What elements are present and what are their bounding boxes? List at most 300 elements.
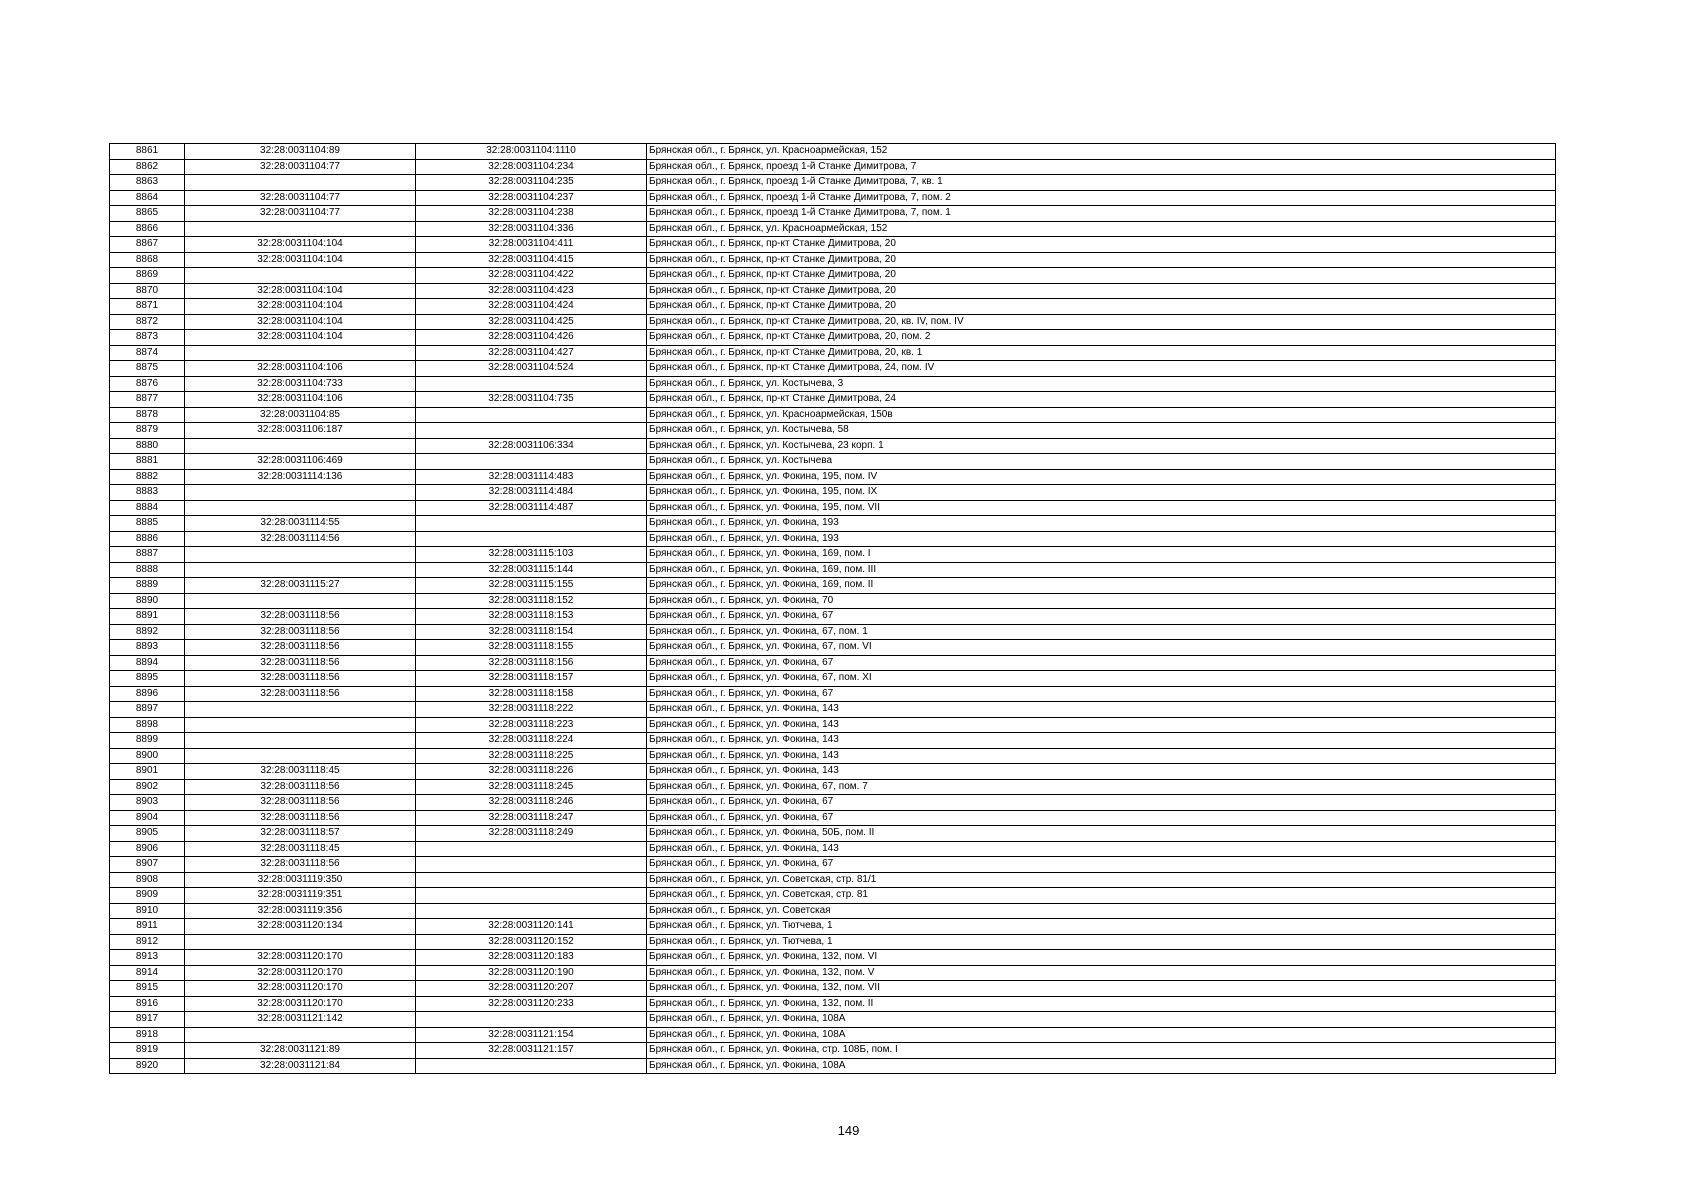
address-cell: Брянская обл., г. Брянск, пр-кт Станке Димитрова, 24: [647, 392, 1556, 408]
parent-cadastral-number-cell: 32:28:0031121:89: [185, 1043, 416, 1059]
address-cell: Брянская обл., г. Брянск, ул. Фокина, 67: [647, 795, 1556, 811]
parent-cadastral-number-cell: 32:28:0031115:27: [185, 578, 416, 594]
row-number-cell: 8900: [110, 748, 185, 764]
cadastral-number-cell: 32:28:0031118:224: [416, 733, 647, 749]
cadastral-number-cell: 32:28:0031104:415: [416, 252, 647, 268]
row-number-cell: 8861: [110, 144, 185, 160]
row-number-cell: 8898: [110, 717, 185, 733]
address-cell: Брянская обл., г. Брянск, ул. Фокина, 67, пом. VI: [647, 640, 1556, 656]
cadastral-number-cell: 32:28:0031104:235: [416, 175, 647, 191]
table-row: [110, 888, 1556, 904]
table-row: [110, 1058, 1556, 1074]
cadastral-number-cell: 32:28:0031120:207: [416, 981, 647, 997]
address-cell: Брянская обл., г. Брянск, ул. Фокина, 193: [647, 531, 1556, 547]
table-row: [110, 717, 1556, 733]
cadastral-number-cell: [416, 516, 647, 532]
cadastral-number-cell: 32:28:0031104:735: [416, 392, 647, 408]
table-row: [110, 965, 1556, 981]
address-cell: Брянская обл., г. Брянск, ул. Красноармейская, 152: [647, 144, 1556, 160]
cadastral-number-cell: 32:28:0031120:183: [416, 950, 647, 966]
table-row: [110, 919, 1556, 935]
cadastral-number-cell: 32:28:0031120:141: [416, 919, 647, 935]
address-cell: Брянская обл., г. Брянск, ул. Фокина, 143: [647, 748, 1556, 764]
cadastral-number-cell: 32:28:0031118:152: [416, 593, 647, 609]
parent-cadastral-number-cell: 32:28:0031118:45: [185, 841, 416, 857]
cadastral-number-cell: [416, 407, 647, 423]
table-row: [110, 392, 1556, 408]
address-cell: Брянская обл., г. Брянск, ул. Красноармейская, 150в: [647, 407, 1556, 423]
parent-cadastral-number-cell: 32:28:0031104:104: [185, 283, 416, 299]
table-row: [110, 159, 1556, 175]
address-cell: Брянская обл., г. Брянск, ул. Фокина, 143: [647, 764, 1556, 780]
row-number-cell: 8884: [110, 500, 185, 516]
table-row: [110, 996, 1556, 1012]
cadastral-number-cell: 32:28:0031104:336: [416, 221, 647, 237]
records-table: [109, 143, 1556, 1074]
cadastral-number-cell: 32:28:0031121:157: [416, 1043, 647, 1059]
cadastral-number-cell: 32:28:0031104:423: [416, 283, 647, 299]
address-cell: Брянская обл., г. Брянск, пр-кт Станке Димитрова, 20, кв. IV, пом. IV: [647, 314, 1556, 330]
table-row: [110, 330, 1556, 346]
address-cell: Брянская обл., г. Брянск, проезд 1-й Станке Димитрова, 7, пом. 1: [647, 206, 1556, 222]
parent-cadastral-number-cell: 32:28:0031118:56: [185, 779, 416, 795]
cadastral-number-cell: 32:28:0031118:245: [416, 779, 647, 795]
row-number-cell: 8920: [110, 1058, 185, 1074]
parent-cadastral-number-cell: 32:28:0031104:77: [185, 206, 416, 222]
parent-cadastral-number-cell: 32:28:0031118:56: [185, 810, 416, 826]
table-row: [110, 237, 1556, 253]
cadastral-number-cell: [416, 857, 647, 873]
parent-cadastral-number-cell: 32:28:0031104:106: [185, 361, 416, 377]
row-number-cell: 8892: [110, 624, 185, 640]
address-cell: Брянская обл., г. Брянск, ул. Фокина, 132, пом. VII: [647, 981, 1556, 997]
address-cell: Брянская обл., г. Брянск, ул. Фокина, 108А: [647, 1027, 1556, 1043]
cadastral-number-cell: 32:28:0031118:157: [416, 671, 647, 687]
cadastral-number-cell: 32:28:0031118:222: [416, 702, 647, 718]
parent-cadastral-number-cell: 32:28:0031114:56: [185, 531, 416, 547]
parent-cadastral-number-cell: 32:28:0031104:104: [185, 299, 416, 315]
row-number-cell: 8894: [110, 655, 185, 671]
address-cell: Брянская обл., г. Брянск, проезд 1-й Станке Димитрова, 7, кв. 1: [647, 175, 1556, 191]
row-number-cell: 8882: [110, 469, 185, 485]
parent-cadastral-number-cell: [185, 593, 416, 609]
cadastral-number-cell: 32:28:0031118:226: [416, 764, 647, 780]
row-number-cell: 8886: [110, 531, 185, 547]
table-row: [110, 640, 1556, 656]
address-cell: Брянская обл., г. Брянск, ул. Фокина, 50Б, пом. II: [647, 826, 1556, 842]
table-row: [110, 423, 1556, 439]
parent-cadastral-number-cell: 32:28:0031119:351: [185, 888, 416, 904]
table-row: [110, 702, 1556, 718]
address-cell: Брянская обл., г. Брянск, ул. Фокина, 132, пом. II: [647, 996, 1556, 1012]
table-row: [110, 283, 1556, 299]
address-cell: Брянская обл., г. Брянск, ул. Фокина, 67: [647, 686, 1556, 702]
parent-cadastral-number-cell: 32:28:0031104:733: [185, 376, 416, 392]
address-cell: Брянская обл., г. Брянск, ул. Фокина, 67: [647, 609, 1556, 625]
table-row: [110, 1043, 1556, 1059]
row-number-cell: 8872: [110, 314, 185, 330]
address-cell: Брянская обл., г. Брянск, ул. Фокина, 169, пом. II: [647, 578, 1556, 594]
row-number-cell: 8896: [110, 686, 185, 702]
parent-cadastral-number-cell: 32:28:0031120:170: [185, 950, 416, 966]
address-cell: Брянская обл., г. Брянск, ул. Костычева, 23 корп. 1: [647, 438, 1556, 454]
address-cell: Брянская обл., г. Брянск, ул. Фокина, 195, пом. IV: [647, 469, 1556, 485]
address-cell: Брянская обл., г. Брянск, пр-кт Станке Димитрова, 20, пом. 2: [647, 330, 1556, 346]
cadastral-number-cell: 32:28:0031104:426: [416, 330, 647, 346]
table-row: [110, 609, 1556, 625]
parent-cadastral-number-cell: 32:28:0031118:57: [185, 826, 416, 842]
table-row: [110, 252, 1556, 268]
parent-cadastral-number-cell: [185, 702, 416, 718]
parent-cadastral-number-cell: 32:28:0031118:56: [185, 686, 416, 702]
table-row: [110, 624, 1556, 640]
cadastral-number-cell: [416, 454, 647, 470]
parent-cadastral-number-cell: [185, 345, 416, 361]
address-cell: Брянская обл., г. Брянск, ул. Тютчева, 1: [647, 934, 1556, 950]
row-number-cell: 8891: [110, 609, 185, 625]
row-number-cell: 8916: [110, 996, 185, 1012]
cadastral-number-cell: 32:28:0031115:144: [416, 562, 647, 578]
address-cell: Брянская обл., г. Брянск, ул. Костычева, 58: [647, 423, 1556, 439]
row-number-cell: 8905: [110, 826, 185, 842]
row-number-cell: 8901: [110, 764, 185, 780]
row-number-cell: 8868: [110, 252, 185, 268]
address-cell: Брянская обл., г. Брянск, пр-кт Станке Димитрова, 20: [647, 237, 1556, 253]
cadastral-number-cell: 32:28:0031118:249: [416, 826, 647, 842]
table-row: [110, 407, 1556, 423]
cadastral-number-cell: 32:28:0031104:238: [416, 206, 647, 222]
row-number-cell: 8878: [110, 407, 185, 423]
row-number-cell: 8912: [110, 934, 185, 950]
parent-cadastral-number-cell: [185, 733, 416, 749]
cadastral-number-cell: 32:28:0031114:484: [416, 485, 647, 501]
parent-cadastral-number-cell: 32:28:0031104:104: [185, 237, 416, 253]
cadastral-number-cell: 32:28:0031104:422: [416, 268, 647, 284]
cadastral-number-cell: 32:28:0031118:246: [416, 795, 647, 811]
parent-cadastral-number-cell: [185, 1027, 416, 1043]
address-cell: Брянская обл., г. Брянск, проезд 1-й Станке Димитрова, 7, пом. 2: [647, 190, 1556, 206]
address-cell: Брянская обл., г. Брянск, ул. Фокина, 108А: [647, 1012, 1556, 1028]
cadastral-number-cell: [416, 872, 647, 888]
cadastral-number-cell: 32:28:0031120:190: [416, 965, 647, 981]
parent-cadastral-number-cell: [185, 175, 416, 191]
row-number-cell: 8870: [110, 283, 185, 299]
row-number-cell: 8876: [110, 376, 185, 392]
address-cell: Брянская обл., г. Брянск, ул. Фокина, 132, пом. VI: [647, 950, 1556, 966]
parent-cadastral-number-cell: 32:28:0031119:350: [185, 872, 416, 888]
parent-cadastral-number-cell: 32:28:0031118:45: [185, 764, 416, 780]
row-number-cell: 8903: [110, 795, 185, 811]
parent-cadastral-number-cell: 32:28:0031104:106: [185, 392, 416, 408]
parent-cadastral-number-cell: 32:28:0031118:56: [185, 671, 416, 687]
row-number-cell: 8881: [110, 454, 185, 470]
address-cell: Брянская обл., г. Брянск, ул. Фокина, 143: [647, 717, 1556, 733]
parent-cadastral-number-cell: [185, 500, 416, 516]
row-number-cell: 8908: [110, 872, 185, 888]
parent-cadastral-number-cell: 32:28:0031118:56: [185, 609, 416, 625]
records-table-body: [110, 144, 1556, 1074]
parent-cadastral-number-cell: 32:28:0031118:56: [185, 857, 416, 873]
table-row: [110, 903, 1556, 919]
parent-cadastral-number-cell: [185, 268, 416, 284]
address-cell: Брянская обл., г. Брянск, ул. Фокина, стр. 108Б, пом. I: [647, 1043, 1556, 1059]
cadastral-number-cell: [416, 1012, 647, 1028]
table-row: [110, 733, 1556, 749]
row-number-cell: 8887: [110, 547, 185, 563]
address-cell: Брянская обл., г. Брянск, ул. Советская: [647, 903, 1556, 919]
cadastral-number-cell: 32:28:0031104:237: [416, 190, 647, 206]
address-cell: Брянская обл., г. Брянск, ул. Фокина, 169, пом. III: [647, 562, 1556, 578]
table-row: [110, 764, 1556, 780]
cadastral-number-cell: 32:28:0031118:155: [416, 640, 647, 656]
cadastral-number-cell: 32:28:0031114:487: [416, 500, 647, 516]
address-cell: Брянская обл., г. Брянск, пр-кт Станке Димитрова, 20, кв. 1: [647, 345, 1556, 361]
table-row: [110, 841, 1556, 857]
cadastral-number-cell: 32:28:0031115:103: [416, 547, 647, 563]
row-number-cell: 8906: [110, 841, 185, 857]
cadastral-number-cell: 32:28:0031118:223: [416, 717, 647, 733]
cadastral-number-cell: 32:28:0031118:156: [416, 655, 647, 671]
table-row: [110, 314, 1556, 330]
address-cell: Брянская обл., г. Брянск, ул. Фокина, 169, пом. I: [647, 547, 1556, 563]
parent-cadastral-number-cell: [185, 221, 416, 237]
row-number-cell: 8913: [110, 950, 185, 966]
row-number-cell: 8869: [110, 268, 185, 284]
row-number-cell: 8888: [110, 562, 185, 578]
row-number-cell: 8919: [110, 1043, 185, 1059]
row-number-cell: 8911: [110, 919, 185, 935]
table-row: [110, 655, 1556, 671]
parent-cadastral-number-cell: 32:28:0031104:77: [185, 190, 416, 206]
row-number-cell: 8863: [110, 175, 185, 191]
address-cell: Брянская обл., г. Брянск, ул. Костычева: [647, 454, 1556, 470]
row-number-cell: 8867: [110, 237, 185, 253]
table-row: [110, 531, 1556, 547]
row-number-cell: 8915: [110, 981, 185, 997]
row-number-cell: 8907: [110, 857, 185, 873]
row-number-cell: 8880: [110, 438, 185, 454]
table-row: [110, 485, 1556, 501]
table-row: [110, 872, 1556, 888]
address-cell: Брянская обл., г. Брянск, пр-кт Станке Димитрова, 20: [647, 268, 1556, 284]
parent-cadastral-number-cell: [185, 547, 416, 563]
row-number-cell: 8904: [110, 810, 185, 826]
table-row: [110, 547, 1556, 563]
cadastral-number-cell: 32:28:0031104:524: [416, 361, 647, 377]
parent-cadastral-number-cell: [185, 562, 416, 578]
table-row: [110, 221, 1556, 237]
parent-cadastral-number-cell: 32:28:0031121:142: [185, 1012, 416, 1028]
row-number-cell: 8873: [110, 330, 185, 346]
address-cell: Брянская обл., г. Брянск, ул. Фокина, 67: [647, 655, 1556, 671]
parent-cadastral-number-cell: 32:28:0031120:134: [185, 919, 416, 935]
table-row: [110, 190, 1556, 206]
row-number-cell: 8897: [110, 702, 185, 718]
table-row: [110, 500, 1556, 516]
row-number-cell: 8917: [110, 1012, 185, 1028]
cadastral-number-cell: 32:28:0031118:225: [416, 748, 647, 764]
cadastral-number-cell: [416, 531, 647, 547]
parent-cadastral-number-cell: 32:28:0031104:85: [185, 407, 416, 423]
row-number-cell: 8885: [110, 516, 185, 532]
address-cell: Брянская обл., г. Брянск, проезд 1-й Станке Димитрова, 7: [647, 159, 1556, 175]
table-row: [110, 578, 1556, 594]
row-number-cell: 8890: [110, 593, 185, 609]
address-cell: Брянская обл., г. Брянск, ул. Советская, стр. 81/1: [647, 872, 1556, 888]
table-row: [110, 469, 1556, 485]
cadastral-number-cell: 32:28:0031106:334: [416, 438, 647, 454]
address-cell: Брянская обл., г. Брянск, ул. Фокина, 193: [647, 516, 1556, 532]
cadastral-number-cell: [416, 841, 647, 857]
address-cell: Брянская обл., г. Брянск, ул. Фокина, 195, пом. IX: [647, 485, 1556, 501]
table-row: [110, 175, 1556, 191]
parent-cadastral-number-cell: 32:28:0031118:56: [185, 655, 416, 671]
parent-cadastral-number-cell: 32:28:0031120:170: [185, 965, 416, 981]
parent-cadastral-number-cell: 32:28:0031118:56: [185, 795, 416, 811]
parent-cadastral-number-cell: [185, 934, 416, 950]
cadastral-number-cell: 32:28:0031118:158: [416, 686, 647, 702]
address-cell: Брянская обл., г. Брянск, ул. Фокина, 195, пом. VII: [647, 500, 1556, 516]
address-cell: Брянская обл., г. Брянск, ул. Тютчева, 1: [647, 919, 1556, 935]
cadastral-number-cell: [416, 888, 647, 904]
cadastral-number-cell: 32:28:0031115:155: [416, 578, 647, 594]
address-cell: Брянская обл., г. Брянск, ул. Фокина, 67: [647, 810, 1556, 826]
table-row: [110, 361, 1556, 377]
row-number-cell: 8871: [110, 299, 185, 315]
table-row: [110, 857, 1556, 873]
cadastral-number-cell: 32:28:0031121:154: [416, 1027, 647, 1043]
table-row: [110, 671, 1556, 687]
row-number-cell: 8862: [110, 159, 185, 175]
row-number-cell: 8883: [110, 485, 185, 501]
table-row: [110, 268, 1556, 284]
table-row: [110, 1027, 1556, 1043]
address-cell: Брянская обл., г. Брянск, ул. Фокина, 143: [647, 733, 1556, 749]
page-number: 149: [837, 1123, 860, 1138]
cadastral-number-cell: 32:28:0031118:154: [416, 624, 647, 640]
row-number-cell: 8874: [110, 345, 185, 361]
parent-cadastral-number-cell: 32:28:0031104:89: [185, 144, 416, 160]
cadastral-number-cell: 32:28:0031114:483: [416, 469, 647, 485]
address-cell: Брянская обл., г. Брянск, пр-кт Станке Димитрова, 20: [647, 252, 1556, 268]
address-cell: Брянская обл., г. Брянск, ул. Советская, стр. 81: [647, 888, 1556, 904]
row-number-cell: 8866: [110, 221, 185, 237]
table-row: [110, 934, 1556, 950]
cadastral-number-cell: 32:28:0031104:234: [416, 159, 647, 175]
cadastral-number-cell: [416, 1058, 647, 1074]
table-row: [110, 454, 1556, 470]
parent-cadastral-number-cell: 32:28:0031120:170: [185, 981, 416, 997]
address-cell: Брянская обл., г. Брянск, ул. Костычева, 3: [647, 376, 1556, 392]
parent-cadastral-number-cell: 32:28:0031119:356: [185, 903, 416, 919]
parent-cadastral-number-cell: 32:28:0031104:104: [185, 330, 416, 346]
cadastral-number-cell: [416, 423, 647, 439]
table-row: [110, 376, 1556, 392]
cadastral-number-cell: 32:28:0031120:152: [416, 934, 647, 950]
parent-cadastral-number-cell: 32:28:0031120:170: [185, 996, 416, 1012]
table-row: [110, 1012, 1556, 1028]
table-row: [110, 795, 1556, 811]
table-row: [110, 299, 1556, 315]
table-row: [110, 810, 1556, 826]
cadastral-number-cell: 32:28:0031104:427: [416, 345, 647, 361]
row-number-cell: 8910: [110, 903, 185, 919]
cadastral-number-cell: [416, 376, 647, 392]
address-cell: Брянская обл., г. Брянск, ул. Красноармейская, 152: [647, 221, 1556, 237]
cadastral-number-cell: 32:28:0031104:1110: [416, 144, 647, 160]
cadastral-number-cell: 32:28:0031118:153: [416, 609, 647, 625]
table-row: [110, 562, 1556, 578]
address-cell: Брянская обл., г. Брянск, пр-кт Станке Димитрова, 24, пом. IV: [647, 361, 1556, 377]
row-number-cell: 8889: [110, 578, 185, 594]
cadastral-number-cell: 32:28:0031118:247: [416, 810, 647, 826]
parent-cadastral-number-cell: [185, 438, 416, 454]
address-cell: Брянская обл., г. Брянск, ул. Фокина, 67, пом. 1: [647, 624, 1556, 640]
table-row: [110, 748, 1556, 764]
row-number-cell: 8875: [110, 361, 185, 377]
parent-cadastral-number-cell: 32:28:0031104:104: [185, 314, 416, 330]
row-number-cell: 8902: [110, 779, 185, 795]
cadastral-number-cell: 32:28:0031104:411: [416, 237, 647, 253]
address-cell: Брянская обл., г. Брянск, пр-кт Станке Димитрова, 20: [647, 299, 1556, 315]
parent-cadastral-number-cell: 32:28:0031106:187: [185, 423, 416, 439]
address-cell: Брянская обл., г. Брянск, ул. Фокина, 67, пом. 7: [647, 779, 1556, 795]
parent-cadastral-number-cell: [185, 717, 416, 733]
row-number-cell: 8864: [110, 190, 185, 206]
address-cell: Брянская обл., г. Брянск, ул. Фокина, 67: [647, 857, 1556, 873]
address-cell: Брянская обл., г. Брянск, ул. Фокина, 108А: [647, 1058, 1556, 1074]
table-row: [110, 438, 1556, 454]
parent-cadastral-number-cell: 32:28:0031104:77: [185, 159, 416, 175]
table-row: [110, 345, 1556, 361]
cadastral-number-cell: 32:28:0031104:425: [416, 314, 647, 330]
address-cell: Брянская обл., г. Брянск, ул. Фокина, 143: [647, 841, 1556, 857]
parent-cadastral-number-cell: 32:28:0031106:469: [185, 454, 416, 470]
table-row: [110, 206, 1556, 222]
table-row: [110, 826, 1556, 842]
row-number-cell: 8877: [110, 392, 185, 408]
table-row: [110, 950, 1556, 966]
parent-cadastral-number-cell: 32:28:0031104:104: [185, 252, 416, 268]
row-number-cell: 8895: [110, 671, 185, 687]
parent-cadastral-number-cell: 32:28:0031118:56: [185, 640, 416, 656]
row-number-cell: 8865: [110, 206, 185, 222]
address-cell: Брянская обл., г. Брянск, ул. Фокина, 70: [647, 593, 1556, 609]
parent-cadastral-number-cell: 32:28:0031114:136: [185, 469, 416, 485]
parent-cadastral-number-cell: 32:28:0031114:55: [185, 516, 416, 532]
row-number-cell: 8899: [110, 733, 185, 749]
table-row: [110, 779, 1556, 795]
address-cell: Брянская обл., г. Брянск, ул. Фокина, 143: [647, 702, 1556, 718]
row-number-cell: 8909: [110, 888, 185, 904]
table-row: [110, 144, 1556, 160]
row-number-cell: 8879: [110, 423, 185, 439]
row-number-cell: 8893: [110, 640, 185, 656]
address-cell: Брянская обл., г. Брянск, ул. Фокина, 132, пом. V: [647, 965, 1556, 981]
table-row: [110, 516, 1556, 532]
row-number-cell: 8914: [110, 965, 185, 981]
parent-cadastral-number-cell: 32:28:0031118:56: [185, 624, 416, 640]
cadastral-number-cell: 32:28:0031120:233: [416, 996, 647, 1012]
parent-cadastral-number-cell: 32:28:0031121:84: [185, 1058, 416, 1074]
cadastral-number-cell: 32:28:0031104:424: [416, 299, 647, 315]
parent-cadastral-number-cell: [185, 748, 416, 764]
address-cell: Брянская обл., г. Брянск, ул. Фокина, 67, пом. XI: [647, 671, 1556, 687]
row-number-cell: 8918: [110, 1027, 185, 1043]
table-row: [110, 686, 1556, 702]
cadastral-number-cell: [416, 903, 647, 919]
address-cell: Брянская обл., г. Брянск, пр-кт Станке Димитрова, 20: [647, 283, 1556, 299]
